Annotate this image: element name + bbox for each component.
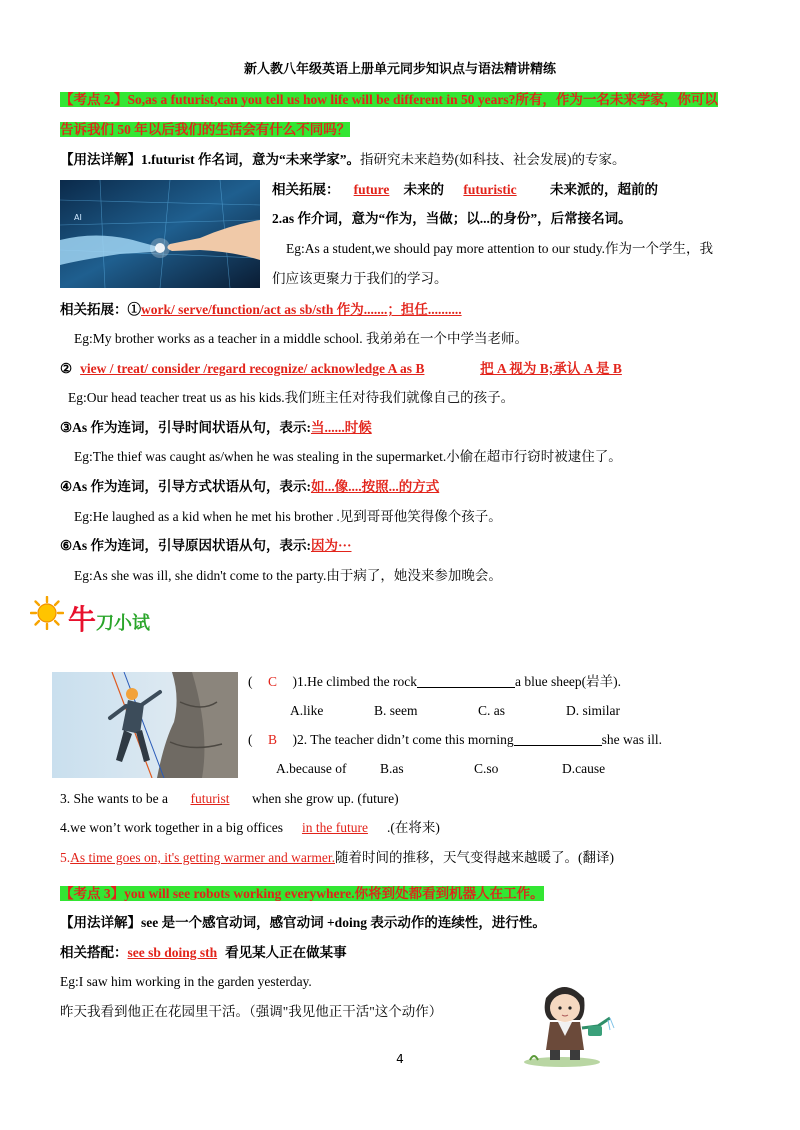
q3-text: 3. She wants to be a [60, 791, 168, 806]
q1-option-b: B. seem [374, 703, 418, 718]
eg-teacher: Eg:Our head teacher treat us as his kids.我们班主任对待我们就像自己的孩子。 [68, 390, 515, 405]
q5-num: 5. [60, 850, 71, 865]
q2-blank [514, 731, 602, 746]
kaodian3-text: 【考点 3】you will see robots working everywhere.你将到处都看到机器人在工作。 [60, 886, 544, 901]
q1-blank [417, 673, 515, 688]
q2-answer: B [267, 732, 277, 747]
eg-saw-him: Eg:I saw him working in the garden yesterday. [60, 974, 312, 989]
future-answer: future [353, 182, 390, 197]
item4-label: ④As 作为连词，引导方式状语从句，表示: [60, 479, 311, 494]
q3-answer: futurist [190, 791, 230, 806]
question-4 [60, 818, 440, 838]
q1-after: a blue sheep(岩羊). [514, 674, 622, 689]
collocation-phrase: see sb doing sth [127, 945, 218, 960]
usage-futurist-bold: 1.futurist 作名词，意为“未来学家”。 [141, 152, 360, 167]
q4-after: .(在将来) [386, 820, 440, 835]
expand2-label: 相关拓展： [60, 302, 128, 317]
expand2-item3 [60, 418, 381, 438]
usage3-text: see 是一个感官动词，感官动词 +doing 表示动作的连续性，进行性。 [141, 915, 546, 930]
item3-label: ③As 作为连词，引导时间状语从句，表示: [60, 420, 311, 435]
as-preposition: 2.as 作介词，意为“作为，当做；以...的身份”，后常接名词。 [272, 211, 632, 226]
kaodian2-line1 [60, 90, 718, 110]
q4-text: 4.we won’t work together in a big offices [60, 820, 283, 835]
eg-saw-him-zh: 昨天我看到他正在花园里干活。（强调"我见他正干活"这个动作） [60, 1004, 443, 1019]
question-2 [248, 730, 662, 750]
eg-ill: Eg:As she was ill, she didn't come to the party.由于病了，她没来参加晚会。 [74, 568, 502, 583]
eg-thief: Eg:The thief was caught as/when he was stealing in the supermarket.小偷在超市行窃时被逮住了。 [74, 449, 622, 464]
q2-text: )2. The teacher didn’t come this morning [292, 732, 514, 747]
futuristic-answer: futuristic [463, 182, 517, 197]
q2-option-a: A.because of [276, 761, 347, 776]
expand2-item1 [60, 300, 462, 320]
kaodian2-text-2: 告诉我们 50 年以后我们的生活会有什么不同吗？ [60, 122, 351, 137]
ai-hand-image [60, 180, 260, 288]
svg-text:AI: AI [74, 213, 82, 222]
rock-climber-image [52, 672, 238, 778]
item3-answer: 当......时候 [310, 420, 372, 435]
eg-as-student-1: Eg:As a student,we should pay more attention to our study.作为一个学生，我 [286, 241, 713, 256]
item5-answer: 因为··· [310, 538, 352, 553]
q3-after: when she grow up. (future) [251, 791, 399, 806]
kaodian2-line2 [60, 120, 350, 140]
q2-open: ( [248, 732, 253, 747]
q1-answer: C [267, 674, 277, 689]
question-1 [248, 672, 621, 692]
futuristic-meaning: 未来派的，超前的 [550, 182, 658, 197]
sun-icon [30, 596, 64, 630]
expand2-item5 [60, 536, 355, 556]
expand2-item4 [60, 477, 451, 497]
eg-brother: Eg:My brother works as a teacher in a middle school. 我弟弟在一个中学当老师。 [74, 331, 529, 346]
item2-answer-b: 把 A 视为 B;承认 A 是 B [480, 361, 622, 376]
q1-options [290, 701, 620, 721]
q2-after: she was ill. [601, 732, 662, 747]
kaodian3-line [60, 884, 544, 904]
usage-label: 【用法详解】 [60, 152, 141, 167]
expand-future [272, 180, 658, 200]
item1-answer: work/ serve/function/act as sb/sth 作为.......；担任.......... [141, 302, 462, 317]
collocation-meaning: 看见某人正在做某事 [225, 945, 347, 960]
q2-options [276, 759, 605, 779]
q2-option-c: C.so [474, 761, 499, 776]
q5-answer: As time goes on, it's getting warmer and warmer. [70, 850, 335, 865]
page-header: 新人教八年级英语上册单元同步知识点与语法精讲精练 [243, 62, 556, 77]
practice-title [68, 598, 150, 638]
collocation-line [60, 943, 347, 963]
collocation-label: 相关搭配： [60, 945, 128, 960]
q1-option-d: D. similar [566, 703, 620, 718]
q4-answer: in the future [301, 820, 368, 835]
future-meaning: 未来的 [403, 182, 444, 197]
expand2-item2 [60, 359, 622, 379]
q2-option-b: B.as [380, 761, 404, 776]
q5-after: 随着时间的推移，天气变得越来越暖了。(翻译) [335, 850, 614, 865]
usage-futurist-text: 指研究未来趋势(如科技、社会发展)的专家。 [360, 152, 626, 167]
expand1-label: 相关拓展： [272, 182, 340, 197]
item5-label: ⑥As 作为连词，引导原因状语从句，表示: [60, 538, 311, 553]
eg-as-student-2: 们应该更聚力于我们的学习。 [272, 271, 448, 286]
item2-answer-a: view / treat/ consider /regard recognize/ acknowledge A as B [80, 361, 425, 376]
question-3 [60, 789, 399, 809]
question-5 [60, 848, 614, 868]
usage3-label: 【用法详解】 [60, 915, 141, 930]
q1-option-a: A.like [290, 703, 324, 718]
usage-see [60, 913, 546, 933]
item4-answer: 如...像....按照...的方式 [310, 479, 440, 494]
q1-text: )1.He climbed the rock [292, 674, 417, 689]
eg-laughed: Eg:He laughed as a kid when he met his brother .见到哥哥他笑得像个孩子。 [74, 509, 502, 524]
kaodian2-text-1: 【考点 2.】So,as a futurist,can you tell us how life will be different in 50 years?所有，作为一名未来学家，你可以 [60, 92, 718, 107]
q1-open: ( [248, 674, 253, 689]
usage-futurist [60, 150, 626, 170]
page-number: 4 [396, 1052, 404, 1066]
item2-num: ② [60, 361, 73, 376]
practice-title-big: 牛 [68, 603, 97, 636]
practice-title-rest: 刀小试 [96, 613, 151, 634]
q1-option-c: C. as [478, 703, 505, 718]
q2-option-d: D.cause [562, 761, 606, 776]
item1-num: ① [127, 302, 141, 317]
